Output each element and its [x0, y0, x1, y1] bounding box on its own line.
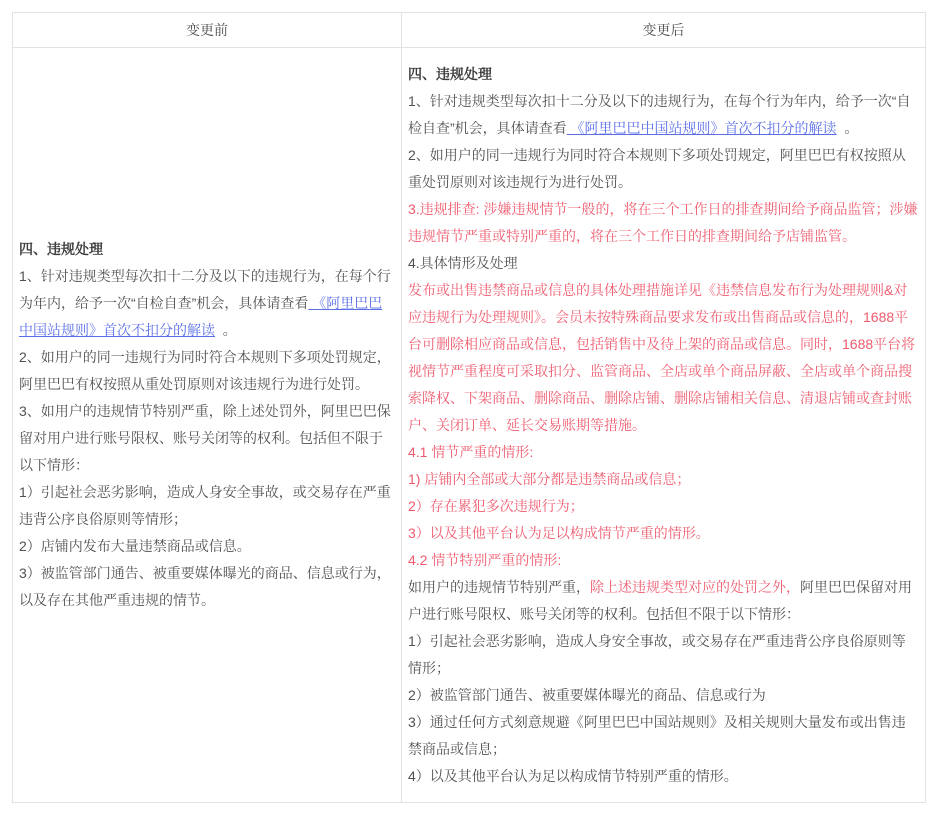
text-segment: 1、针对违规类型每次扣十二分及以下的违规行为，在每个行为年内，给予一次“自检自查”机会，具体请查看 [19, 268, 391, 311]
paragraph [408, 520, 919, 547]
paragraph [408, 277, 919, 439]
paragraph [19, 560, 395, 614]
text-segment: 4.具体情形及处理 [408, 254, 518, 271]
text-segment: 3）以及其他平台认为足以构成情节严重的情形。 [408, 524, 710, 541]
text-segment: 2、如用户的同一违规行为同时符合本规则下多项处罚规定，阿里巴巴有权按照从重处罚原则对该违规行为进行处罚。 [408, 146, 906, 190]
text-segment: 2）被监管部门通告、被重要媒体曝光的商品、信息或行为 [408, 686, 766, 703]
text-segment: 2）店铺内发布大量违禁商品或信息。 [19, 538, 251, 554]
paragraph [408, 547, 919, 574]
paragraph [19, 533, 395, 560]
header-row [13, 13, 926, 48]
paragraph [408, 196, 919, 250]
after-cell [402, 48, 926, 803]
paragraph [19, 263, 395, 344]
paragraph [19, 479, 395, 533]
paragraph [408, 763, 919, 790]
text-segment: 4.1 情节严重的情形: [408, 443, 534, 460]
paragraph [408, 88, 919, 142]
text-segment: 。 [836, 119, 859, 136]
paragraph [408, 682, 919, 709]
text-segment: 四、违规处理 [408, 65, 492, 82]
paragraph [408, 709, 919, 763]
text-segment: 4.2 情节特别严重的情形: [408, 551, 562, 568]
text-segment: 3）通过任何方式刻意规避《阿里巴巴中国站规则》及相关规则大量发布或出售违禁商品或信息； [408, 713, 906, 757]
paragraph [408, 574, 919, 628]
paragraph [19, 344, 395, 398]
text-segment: 1、针对违规类型每次扣十二分及以下的违规行为，在每个行为年内，给予一次“自检自查”机会，具体请查看 [408, 92, 911, 136]
content-row [13, 48, 926, 803]
comparison-table [12, 12, 926, 803]
text-segment: 1）引起社会恶劣影响，造成人身安全事故，或交易存在严重违背公序良俗原则等情形； [408, 632, 906, 676]
paragraph [408, 142, 919, 196]
paragraph [408, 439, 919, 466]
paragraph [408, 493, 919, 520]
column-header-after: 变更后 [402, 13, 926, 48]
rule-link[interactable]: 《阿里巴巴中国站规则》首次不扣分的解读 [566, 119, 837, 136]
text-segment: 3）被监管部门通告、被重要媒体曝光的商品、信息或行为，以及存在其他严重违规的情节。 [19, 565, 391, 608]
text-segment: 如用户的违规情节特别严重， [408, 578, 590, 595]
text-segment: 3.违规排查: 涉嫌违规情节一般的，将在三个工作日的排查期间给予商品监管；涉嫌违规情节严重或特别严重的，将在三个工作日的排查期间给予店铺监管。 [408, 200, 918, 244]
text-segment: 4）以及其他平台认为足以构成情节特别严重的情形。 [408, 767, 738, 784]
paragraph [408, 250, 919, 277]
paragraph [408, 61, 919, 88]
text-segment: 阿里巴巴保留对用户进行账号限权、账号关闭等的权利。包括但不限于以下情形： [408, 578, 912, 622]
text-segment: 2、如用户的同一违规行为同时符合本规则下多项处罚规定，阿里巴巴有权按照从重处罚原则对该违规行为进行处罚。 [19, 349, 391, 392]
paragraph [408, 466, 919, 493]
paragraph [408, 628, 919, 682]
text-segment: 发布或出售违禁商品或信息的具体处理措施详见《违禁信息发布行为处理规则&对应违规行为处理规则》。会员未按特殊商品要求发布或出售商品或信息的，1688平台可删除相应商品或信息，包括销售中及待上架的商品或信息。同时，1688平台将视情节严重程度可采取扣分、监管商品、全店或单个商品屏蔽、全店或单个商品搜索降权、下架商品、删除商品、删除店铺、删除店铺相关信息、清退店铺或查封账户、关闭订单、延长交易账期等措施。 [408, 281, 916, 433]
paragraph [19, 236, 395, 263]
text-segment: 。 [215, 322, 237, 338]
text-segment: 2）存在累犯多次违规行为； [408, 497, 584, 514]
column-header-before: 变更前 [13, 13, 402, 48]
before-cell [13, 48, 402, 803]
text-segment: 四、违规处理 [19, 241, 103, 257]
paragraph [19, 398, 395, 479]
text-segment: 除上述违规类型对应的处罚之外， [590, 578, 800, 595]
rule-link[interactable]: 《阿里巴巴中国站规则》首次不扣分的解读 [19, 295, 383, 338]
text-segment: 1）引起社会恶劣影响，造成人身安全事故，或交易存在严重违背公序良俗原则等情形； [19, 484, 391, 527]
text-segment: 1) 店铺内全部或大部分都是违禁商品或信息； [408, 470, 691, 487]
text-segment: 3、如用户的违规情节特别严重，除上述处罚外，阿里巴巴保留对用户进行账号限权、账号关闭等的权利。包括但不限于以下情形： [19, 403, 391, 473]
